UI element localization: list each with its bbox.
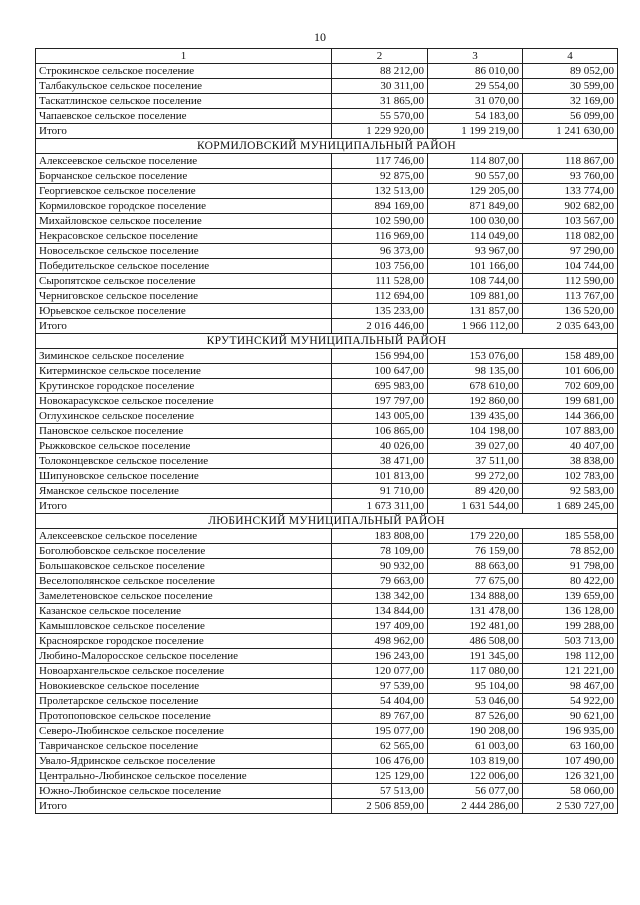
settlement-name: Новоархангельское сельское поселение	[36, 664, 332, 679]
settlement-name: Боголюбовское сельское поселение	[36, 544, 332, 559]
settlement-row	[36, 154, 618, 169]
amount-cell: 40 407,00	[523, 439, 618, 454]
header-cell-col4: 4	[523, 49, 618, 64]
amount-cell: 95 104,00	[428, 679, 523, 694]
amount-cell: 37 511,00	[428, 454, 523, 469]
settlement-row	[36, 289, 618, 304]
settlement-row	[36, 199, 618, 214]
amount-cell: 198 112,00	[523, 649, 618, 664]
settlement-name: Пановское сельское поселение	[36, 424, 332, 439]
district-header-row	[36, 139, 618, 154]
amount-cell: 78 852,00	[523, 544, 618, 559]
amount-cell: 30 311,00	[332, 79, 428, 94]
total-amount: 1 241 630,00	[523, 124, 618, 139]
amount-cell: 139 659,00	[523, 589, 618, 604]
amount-cell: 136 520,00	[523, 304, 618, 319]
amount-cell: 58 060,00	[523, 784, 618, 799]
settlement-row	[36, 394, 618, 409]
settlement-row	[36, 379, 618, 394]
amount-cell: 191 345,00	[428, 649, 523, 664]
settlement-row	[36, 304, 618, 319]
settlement-name: Чапаевское сельское поселение	[36, 109, 332, 124]
amount-cell: 104 198,00	[428, 424, 523, 439]
settlement-row	[36, 769, 618, 784]
total-amount: 1 199 219,00	[428, 124, 523, 139]
settlement-name: Оглухинское сельское поселение	[36, 409, 332, 424]
amount-cell: 100 647,00	[332, 364, 428, 379]
settlement-row	[36, 679, 618, 694]
header-cell-col1: 1	[36, 49, 332, 64]
amount-cell: 89 767,00	[332, 709, 428, 724]
settlement-row	[36, 739, 618, 754]
amount-cell: 117 080,00	[428, 664, 523, 679]
amount-cell: 54 183,00	[428, 109, 523, 124]
amount-cell: 120 077,00	[332, 664, 428, 679]
amount-cell: 107 883,00	[523, 424, 618, 439]
settlement-row	[36, 559, 618, 574]
amount-cell: 113 767,00	[523, 289, 618, 304]
settlement-row	[36, 754, 618, 769]
settlement-name: Северо-Любинское сельское поселение	[36, 724, 332, 739]
amount-cell: 156 994,00	[332, 349, 428, 364]
amount-cell: 104 744,00	[523, 259, 618, 274]
settlement-name: Строкинское сельское поселение	[36, 64, 332, 79]
amount-cell: 30 599,00	[523, 79, 618, 94]
settlement-row	[36, 349, 618, 364]
amount-cell: 53 046,00	[428, 694, 523, 709]
settlement-name: Китерминское сельское поселение	[36, 364, 332, 379]
amount-cell: 135 233,00	[332, 304, 428, 319]
amount-cell: 134 844,00	[332, 604, 428, 619]
total-amount: 1 229 920,00	[332, 124, 428, 139]
budget-table	[35, 48, 618, 814]
amount-cell: 86 010,00	[428, 64, 523, 79]
amount-cell: 29 554,00	[428, 79, 523, 94]
amount-cell: 90 932,00	[332, 559, 428, 574]
settlement-row	[36, 664, 618, 679]
settlement-row	[36, 469, 618, 484]
amount-cell: 195 077,00	[332, 724, 428, 739]
amount-cell: 894 169,00	[332, 199, 428, 214]
settlement-name: Казанское сельское поселение	[36, 604, 332, 619]
amount-cell: 122 006,00	[428, 769, 523, 784]
page-number: 10	[314, 30, 326, 44]
settlement-name: Георгиевское сельское поселение	[36, 184, 332, 199]
settlement-row	[36, 229, 618, 244]
settlement-row	[36, 589, 618, 604]
amount-cell: 498 962,00	[332, 634, 428, 649]
settlement-row	[36, 184, 618, 199]
settlement-row	[36, 454, 618, 469]
settlement-name: Замелетеновское сельское поселение	[36, 589, 332, 604]
amount-cell: 98 467,00	[523, 679, 618, 694]
amount-cell: 192 481,00	[428, 619, 523, 634]
settlement-name: Алексеевское сельское поселение	[36, 154, 332, 169]
amount-cell: 89 052,00	[523, 64, 618, 79]
settlement-row	[36, 604, 618, 619]
amount-cell: 192 860,00	[428, 394, 523, 409]
amount-cell: 90 557,00	[428, 169, 523, 184]
amount-cell: 40 026,00	[332, 439, 428, 454]
total-label: Итого	[36, 499, 332, 514]
header-row	[36, 49, 618, 64]
amount-cell: 102 590,00	[332, 214, 428, 229]
amount-cell: 100 030,00	[428, 214, 523, 229]
total-row	[36, 799, 618, 814]
amount-cell: 101 813,00	[332, 469, 428, 484]
amount-cell: 197 409,00	[332, 619, 428, 634]
total-row	[36, 499, 618, 514]
amount-cell: 91 798,00	[523, 559, 618, 574]
amount-cell: 143 005,00	[332, 409, 428, 424]
amount-cell: 678 610,00	[428, 379, 523, 394]
total-row	[36, 124, 618, 139]
settlement-name: Кормиловское городское поселение	[36, 199, 332, 214]
settlement-name: Яманское сельское поселение	[36, 484, 332, 499]
settlement-name: Тавричанское сельское поселение	[36, 739, 332, 754]
settlement-row	[36, 484, 618, 499]
amount-cell: 97 290,00	[523, 244, 618, 259]
settlement-name: Красноярское городское поселение	[36, 634, 332, 649]
amount-cell: 56 099,00	[523, 109, 618, 124]
total-label: Итого	[36, 319, 332, 334]
amount-cell: 111 528,00	[332, 274, 428, 289]
settlement-row	[36, 439, 618, 454]
district-name: КРУТИНСКИЙ МУНИЦИПАЛЬНЫЙ РАЙОН	[36, 334, 618, 349]
settlement-name: Сыропятское сельское поселение	[36, 274, 332, 289]
amount-cell: 56 077,00	[428, 784, 523, 799]
amount-cell: 136 128,00	[523, 604, 618, 619]
amount-cell: 116 969,00	[332, 229, 428, 244]
amount-cell: 158 489,00	[523, 349, 618, 364]
amount-cell: 106 476,00	[332, 754, 428, 769]
total-amount: 2 530 727,00	[523, 799, 618, 814]
amount-cell: 77 675,00	[428, 574, 523, 589]
amount-cell: 101 166,00	[428, 259, 523, 274]
settlement-row	[36, 724, 618, 739]
settlement-row	[36, 364, 618, 379]
settlement-name: Новокарасукское сельское поселение	[36, 394, 332, 409]
amount-cell: 486 508,00	[428, 634, 523, 649]
total-amount: 2 035 643,00	[523, 319, 618, 334]
amount-cell: 55 570,00	[332, 109, 428, 124]
total-amount: 1 966 112,00	[428, 319, 523, 334]
amount-cell: 32 169,00	[523, 94, 618, 109]
amount-cell: 99 272,00	[428, 469, 523, 484]
amount-cell: 80 422,00	[523, 574, 618, 589]
amount-cell: 199 288,00	[523, 619, 618, 634]
amount-cell: 31 070,00	[428, 94, 523, 109]
settlement-row	[36, 244, 618, 259]
amount-cell: 54 404,00	[332, 694, 428, 709]
amount-cell: 78 109,00	[332, 544, 428, 559]
amount-cell: 133 774,00	[523, 184, 618, 199]
settlement-row	[36, 109, 618, 124]
settlement-row	[36, 694, 618, 709]
settlement-name: Некрасовское сельское поселение	[36, 229, 332, 244]
amount-cell: 199 681,00	[523, 394, 618, 409]
amount-cell: 89 420,00	[428, 484, 523, 499]
settlement-name: Михайловское сельское поселение	[36, 214, 332, 229]
settlement-name: Южно-Любинское сельское поселение	[36, 784, 332, 799]
amount-cell: 92 583,00	[523, 484, 618, 499]
total-amount: 2 016 446,00	[332, 319, 428, 334]
settlement-row	[36, 64, 618, 79]
total-amount: 1 673 311,00	[332, 499, 428, 514]
settlement-row	[36, 574, 618, 589]
amount-cell: 129 205,00	[428, 184, 523, 199]
total-amount: 2 506 859,00	[332, 799, 428, 814]
settlement-name: Талбакульское сельское поселение	[36, 79, 332, 94]
amount-cell: 131 478,00	[428, 604, 523, 619]
settlement-name: Алексеевское сельское поселение	[36, 529, 332, 544]
amount-cell: 114 807,00	[428, 154, 523, 169]
amount-cell: 902 682,00	[523, 199, 618, 214]
total-amount: 2 444 286,00	[428, 799, 523, 814]
amount-cell: 118 867,00	[523, 154, 618, 169]
settlement-name: Шипуновское сельское поселение	[36, 469, 332, 484]
amount-cell: 106 865,00	[332, 424, 428, 439]
district-header-row	[36, 514, 618, 529]
settlement-row	[36, 169, 618, 184]
amount-cell: 103 567,00	[523, 214, 618, 229]
amount-cell: 103 756,00	[332, 259, 428, 274]
amount-cell: 61 003,00	[428, 739, 523, 754]
amount-cell: 92 875,00	[332, 169, 428, 184]
amount-cell: 57 513,00	[332, 784, 428, 799]
amount-cell: 107 490,00	[523, 754, 618, 769]
amount-cell: 88 212,00	[332, 64, 428, 79]
settlement-name: Центрально-Любинское сельское поселение	[36, 769, 332, 784]
settlement-name: Веселополянское сельское поселение	[36, 574, 332, 589]
settlement-name: Камышловское сельское поселение	[36, 619, 332, 634]
amount-cell: 118 082,00	[523, 229, 618, 244]
amount-cell: 101 606,00	[523, 364, 618, 379]
settlement-row	[36, 409, 618, 424]
settlement-row	[36, 529, 618, 544]
amount-cell: 54 922,00	[523, 694, 618, 709]
amount-cell: 103 819,00	[428, 754, 523, 769]
amount-cell: 139 435,00	[428, 409, 523, 424]
settlement-name: Крутинское городское поселение	[36, 379, 332, 394]
amount-cell: 134 888,00	[428, 589, 523, 604]
amount-cell: 112 590,00	[523, 274, 618, 289]
amount-cell: 153 076,00	[428, 349, 523, 364]
amount-cell: 196 935,00	[523, 724, 618, 739]
amount-cell: 114 049,00	[428, 229, 523, 244]
amount-cell: 63 160,00	[523, 739, 618, 754]
settlement-row	[36, 619, 618, 634]
amount-cell: 144 366,00	[523, 409, 618, 424]
settlement-name: Юрьевское сельское поселение	[36, 304, 332, 319]
amount-cell: 96 373,00	[332, 244, 428, 259]
amount-cell: 132 513,00	[332, 184, 428, 199]
amount-cell: 87 526,00	[428, 709, 523, 724]
district-header-row	[36, 334, 618, 349]
settlement-name: Любино-Малоросское сельское поселение	[36, 649, 332, 664]
settlement-name: Победительское сельское поселение	[36, 259, 332, 274]
amount-cell: 125 129,00	[332, 769, 428, 784]
total-label: Итого	[36, 124, 332, 139]
settlement-row	[36, 709, 618, 724]
amount-cell: 88 663,00	[428, 559, 523, 574]
total-amount: 1 689 245,00	[523, 499, 618, 514]
district-name: ЛЮБИНСКИЙ МУНИЦИПАЛЬНЫЙ РАЙОН	[36, 514, 618, 529]
total-label: Итого	[36, 799, 332, 814]
amount-cell: 702 609,00	[523, 379, 618, 394]
settlement-name: Зиминское сельское поселение	[36, 349, 332, 364]
amount-cell: 98 135,00	[428, 364, 523, 379]
settlement-row	[36, 259, 618, 274]
amount-cell: 93 967,00	[428, 244, 523, 259]
settlement-row	[36, 94, 618, 109]
district-name: КОРМИЛОВСКИЙ МУНИЦИПАЛЬНЫЙ РАЙОН	[36, 139, 618, 154]
amount-cell: 108 744,00	[428, 274, 523, 289]
settlement-name: Большаковское сельское поселение	[36, 559, 332, 574]
settlement-row	[36, 649, 618, 664]
header-cell-col2: 2	[332, 49, 428, 64]
amount-cell: 39 027,00	[428, 439, 523, 454]
amount-cell: 90 621,00	[523, 709, 618, 724]
amount-cell: 38 471,00	[332, 454, 428, 469]
amount-cell: 117 746,00	[332, 154, 428, 169]
amount-cell: 196 243,00	[332, 649, 428, 664]
settlement-row	[36, 424, 618, 439]
amount-cell: 97 539,00	[332, 679, 428, 694]
amount-cell: 112 694,00	[332, 289, 428, 304]
amount-cell: 121 221,00	[523, 664, 618, 679]
settlement-name: Черниговское сельское поселение	[36, 289, 332, 304]
amount-cell: 190 208,00	[428, 724, 523, 739]
total-row	[36, 319, 618, 334]
amount-cell: 179 220,00	[428, 529, 523, 544]
settlement-row	[36, 79, 618, 94]
amount-cell: 185 558,00	[523, 529, 618, 544]
amount-cell: 871 849,00	[428, 199, 523, 214]
total-amount: 1 631 544,00	[428, 499, 523, 514]
settlement-name: Протопоповское сельское поселение	[36, 709, 332, 724]
settlement-name: Рыжковское сельское поселение	[36, 439, 332, 454]
amount-cell: 503 713,00	[523, 634, 618, 649]
amount-cell: 131 857,00	[428, 304, 523, 319]
settlement-name: Новокиевское сельское поселение	[36, 679, 332, 694]
amount-cell: 79 663,00	[332, 574, 428, 589]
amount-cell: 183 808,00	[332, 529, 428, 544]
settlement-row	[36, 274, 618, 289]
amount-cell: 102 783,00	[523, 469, 618, 484]
amount-cell: 93 760,00	[523, 169, 618, 184]
settlement-name: Борчанское сельское поселение	[36, 169, 332, 184]
amount-cell: 126 321,00	[523, 769, 618, 784]
settlement-row	[36, 544, 618, 559]
settlement-name: Новосельское сельское поселение	[36, 244, 332, 259]
settlement-name: Увало-Ядринское сельское поселение	[36, 754, 332, 769]
amount-cell: 109 881,00	[428, 289, 523, 304]
amount-cell: 695 983,00	[332, 379, 428, 394]
amount-cell: 76 159,00	[428, 544, 523, 559]
settlement-name: Толоконцевское сельское поселение	[36, 454, 332, 469]
settlement-name: Таскатлинское сельское поселение	[36, 94, 332, 109]
amount-cell: 62 565,00	[332, 739, 428, 754]
amount-cell: 91 710,00	[332, 484, 428, 499]
amount-cell: 31 865,00	[332, 94, 428, 109]
settlement-row	[36, 214, 618, 229]
settlement-name: Пролетарское сельское поселение	[36, 694, 332, 709]
header-cell-col3: 3	[428, 49, 523, 64]
amount-cell: 38 838,00	[523, 454, 618, 469]
settlement-row	[36, 634, 618, 649]
amount-cell: 138 342,00	[332, 589, 428, 604]
amount-cell: 197 797,00	[332, 394, 428, 409]
settlement-row	[36, 784, 618, 799]
